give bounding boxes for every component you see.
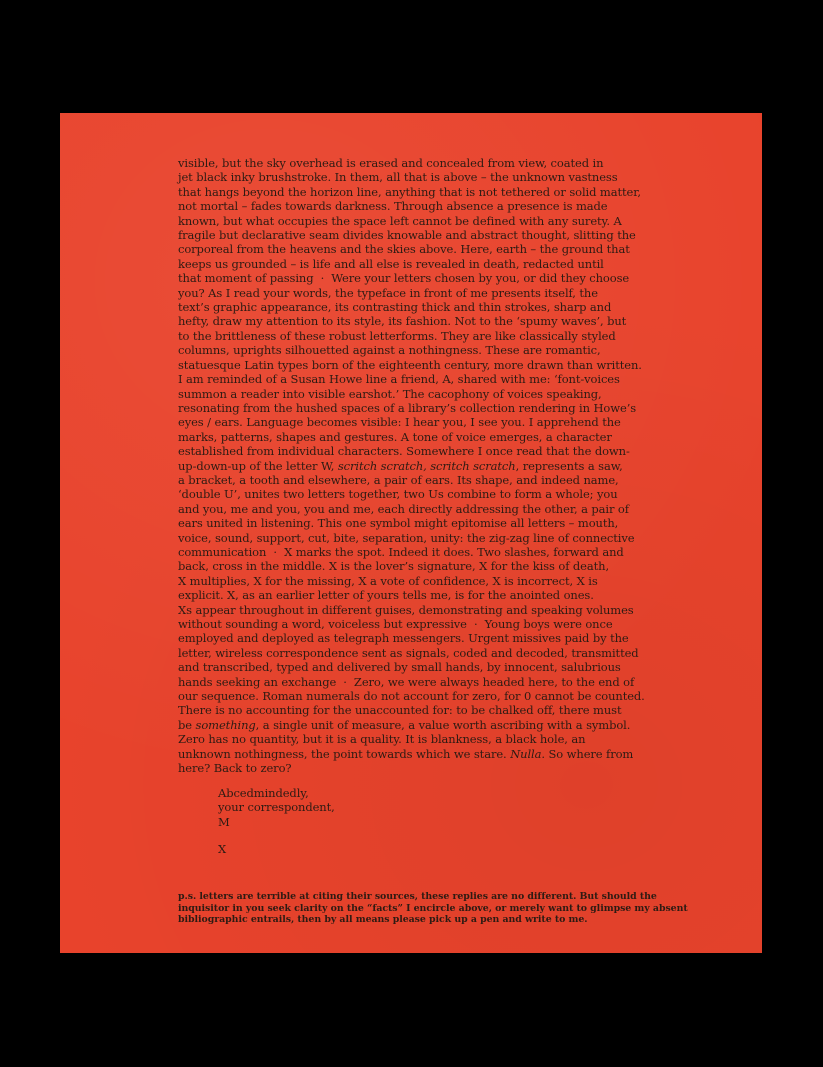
letter-postscript: p.s. letters are terrible at citing their sources, these replies are no different. But should the inquisitor in you seek clarity on the “facts” I encircle above, or merely want to glimpse my absent bibliographic entrails, then by all means please pick up a pen and write to me.: [178, 891, 688, 925]
letter-page: [60, 113, 762, 953]
signature-x: X: [218, 842, 227, 856]
letter-body: visible, but the sky overhead is erased and concealed from view, coated in jet black inky brushstroke. In them, all that is above – the unknown vastness that hangs beyond the horizon line, anything that is not tethered or solid matter, not mortal – fades towards darkness. Through absence a presence is made known, but what occupies the space left cannot be defined with any surety. A fragile but declarative seam divides knowable and abstract thought, slitting the corporeal from the heavens and the skies above. Here, earth – the ground that keeps us grounded – is life and all else is revealed in death, redacted until that moment of passing · Were your letters chosen by you, or did they choose you? As I read your words, the typeface in front of me presents itself, the text’s graphic appearance, its contrasting thick and thin strokes, sharp and hefty, draw my attention to its style, its fashion. Not to the ‘spumy waves’, but to the brittleness of these robust letterforms. They are like classically styled columns, uprights silhouetted against a nothingness. These are romantic, statuesque Latin types born of the eighteenth century, more drawn than written. I am reminded of a Susan Howe line a friend, A, shared with me: ‘font-voices summon a reader into visible earshot.’ The cacophony of voices speaking, resonating from the hushed spaces of a library’s collection rendering in Howe’s eyes / ears. Language becomes visible: I hear you, I see you. I apprehend the marks, patterns, shapes and gestures. A tone of voice emerges, a character established from individual characters. Somewhere I once read that the down- up-down-up of the letter W, scritch scratch, scritch scratch, represents a saw, a bracket, a tooth and elsewhere, a pair of ears. Its shape, and indeed name, ‘double U’, unites two letters together, two Us combine to form a whole; you and you, me and you, you and me, each directly addressing the other, a pair of ears united in listening. This one symbol might epitomise all letters – mouth, voice, sound, support, cut, bite, separation, unity: the zig-zag line of connective communication · X marks the spot. Indeed it does. Two slashes, forward and back, cross in the middle. X is the lover’s signature, X for the kiss of death, X multiplies, X for the missing, X a vote of confidence, X is incorrect, X is explicit. X, as an earlier letter of yours tells me, is for the anointed ones. Xs appear throughout in different guises, demonstrating and speaking volumes without sounding a word, voiceless but expressive · Young boys were once employed and deployed as telegraph messengers. Urgent missives paid by the letter, wireless correspondence sent as signals, coded and decoded, transmitted and transcribed, typed and delivered by small hands, by innocent, salubrious hands seeking an exchange · Zero, we were always headed here, to the end of our sequence. Roman numerals do not account for zero, for 0 cannot be counted. There is no accounting for the unaccounted for: to be chalked off, there must be something, a single unit of measure, a value worth ascribing with a symbol. Zero has no quantity, but it is a quality. It is blankness, a black hole, an unknown nothingness, the point towards which we stare. Nulla. So where from here? Back to zero?: [178, 156, 645, 776]
letter-signoff: Abcedmindedly, your correspondent, M: [218, 786, 335, 829]
